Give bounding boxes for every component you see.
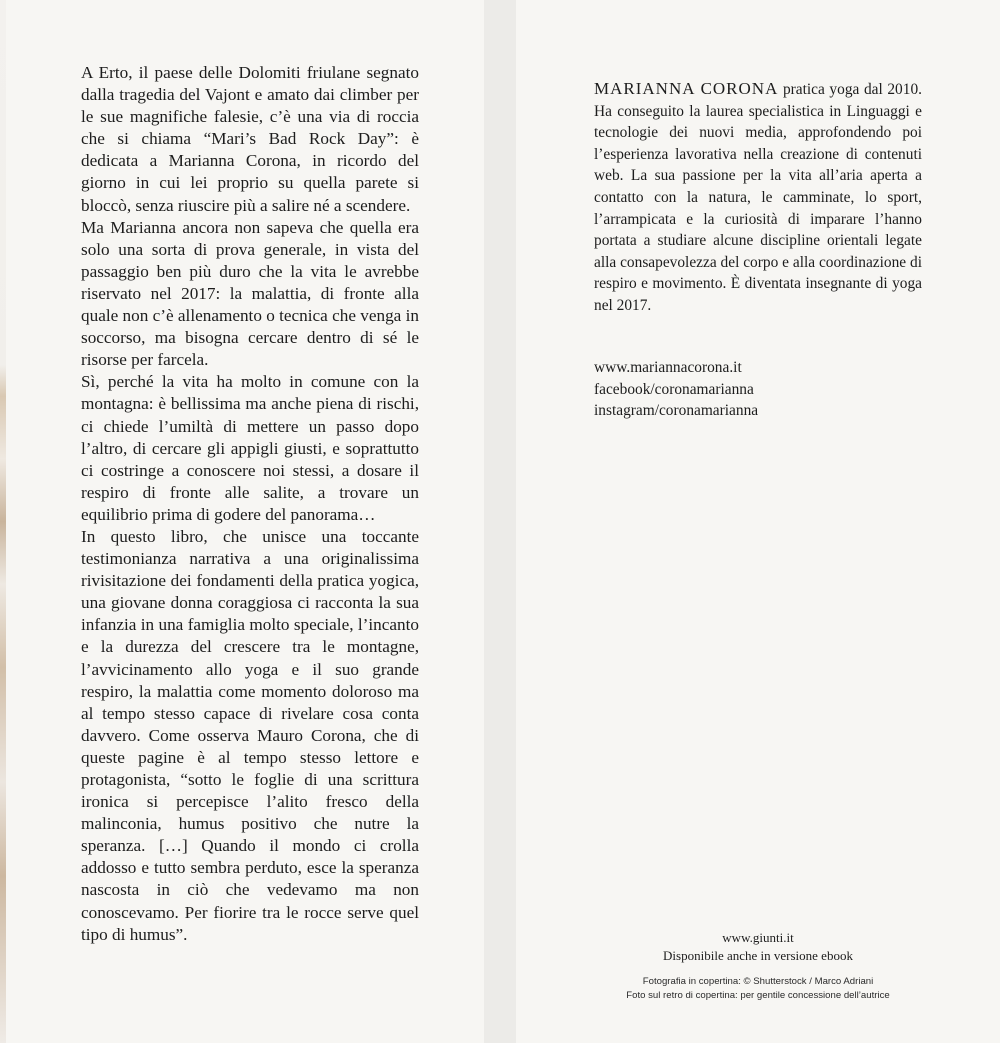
author-flap-panel <box>516 0 1000 1043</box>
blurb-paragraph-4: In questo libro, che unisce una toccante testimonianza narrativa a una originalissima rivisitazione dei fondamenti della pratica yogica, una giovane donna coraggiosa ci racconta la sua infanzia in una famiglia molto speciale, l’incanto e la durezza del crescere tra le montagne, l’avvicinamento allo yoga e il suo grande respiro, la malattia come momento doloroso ma al tempo stesso capace di rivelare cosa conta davvero. Come osserva Mauro Corona, che di queste pagine è al tempo stesso lettore e protagonista, “sotto le foglie di una scrittura ironica si percepisce l’alito fresco della malinconia, humus positivo che nutre la speranza. […] Quando il mondo ci crolla addosso e tutto sembra perduto, esce la speranza nascosta in ciò che vedevamo ma non conoscevamo. Per fiorire tra le rocce serve quel tipo di humus”. <box>81 526 419 944</box>
back-photo-credit: Foto sul retro di copertina: per gentile concessione dell’autrice <box>626 990 890 1001</box>
author-facebook-link[interactable]: facebook/coronamarianna <box>594 380 754 398</box>
author-bio-text: pratica yoga dal 2010. Ha conseguito la laurea specialistica in Linguaggi e tecnologie dei nuovi media, approfondendo poi l’esperienza lavorativa nella creazione di contenuti web. La sua passione per la vita all’aria aperta a contatto con la natura, le camminate, lo sport, l’arrampicata e la curiosità di imparare l’hanno portata a studiare alcune discipline orientali legate alla consapevolezza del corpo e alla coordinazione di respiro e movimento. È diventata insegnante di yoga nel 2017. <box>594 81 922 314</box>
photo-credits <box>516 975 1000 1003</box>
publisher-website[interactable]: www.giunti.it <box>722 930 794 945</box>
publisher-info <box>516 929 1000 965</box>
back-flap-panel <box>6 0 484 1043</box>
author-links <box>594 357 758 422</box>
ebook-note: Disponibile anche in versione ebook <box>663 948 853 963</box>
back-flap-blurb <box>81 62 419 946</box>
author-bio <box>594 78 922 317</box>
cover-photo-credit: Fotografia in copertina: © Shutterstock / Marco Adriani <box>642 976 874 987</box>
blurb-paragraph-2: Ma Marianna ancora non sapeva che quella era solo una sorta di prova generale, in vista del passaggio ben più duro che la vita le avrebbe riservato nel 2017: la malattia, di fronte alla quale non c’è allenamento o tecnica che venga in soccorso, ma bisogna cercare dentro di sé le risorse per farcela. <box>81 217 419 370</box>
blurb-paragraph-1: A Erto, il paese delle Dolomiti friulane segnato dalla tragedia del Vajont e amato dai climber per le sue magnifiche falesie, c’è una via di roccia che si chiama “Mari’s Bad Rock Day”: è dedicata a Marianna Corona, in ricordo del giorno in cui lei proprio su quella parete si bloccò, senza riuscire più a salire né a scendere. <box>81 63 419 215</box>
blurb-paragraph-3: Sì, perché la vita ha molto in comune con la montagna: è bellissima ma anche piena di rischi, ci chiede l’umiltà di mettere un passo dopo l’altro, di cercare gli appigli giusti, e soprattutto ci costringe a conoscere noi stessi, a dosare il respiro di fronte alle salite, a trovare un equilibrio prima di godere del panorama… <box>81 372 419 524</box>
author-name: MARIANNA CORONA <box>594 79 779 98</box>
flap-gutter <box>484 0 516 1043</box>
author-website-link[interactable]: www.mariannacorona.it <box>594 359 742 376</box>
author-instagram-link[interactable]: instagram/coronamarianna <box>594 402 759 420</box>
